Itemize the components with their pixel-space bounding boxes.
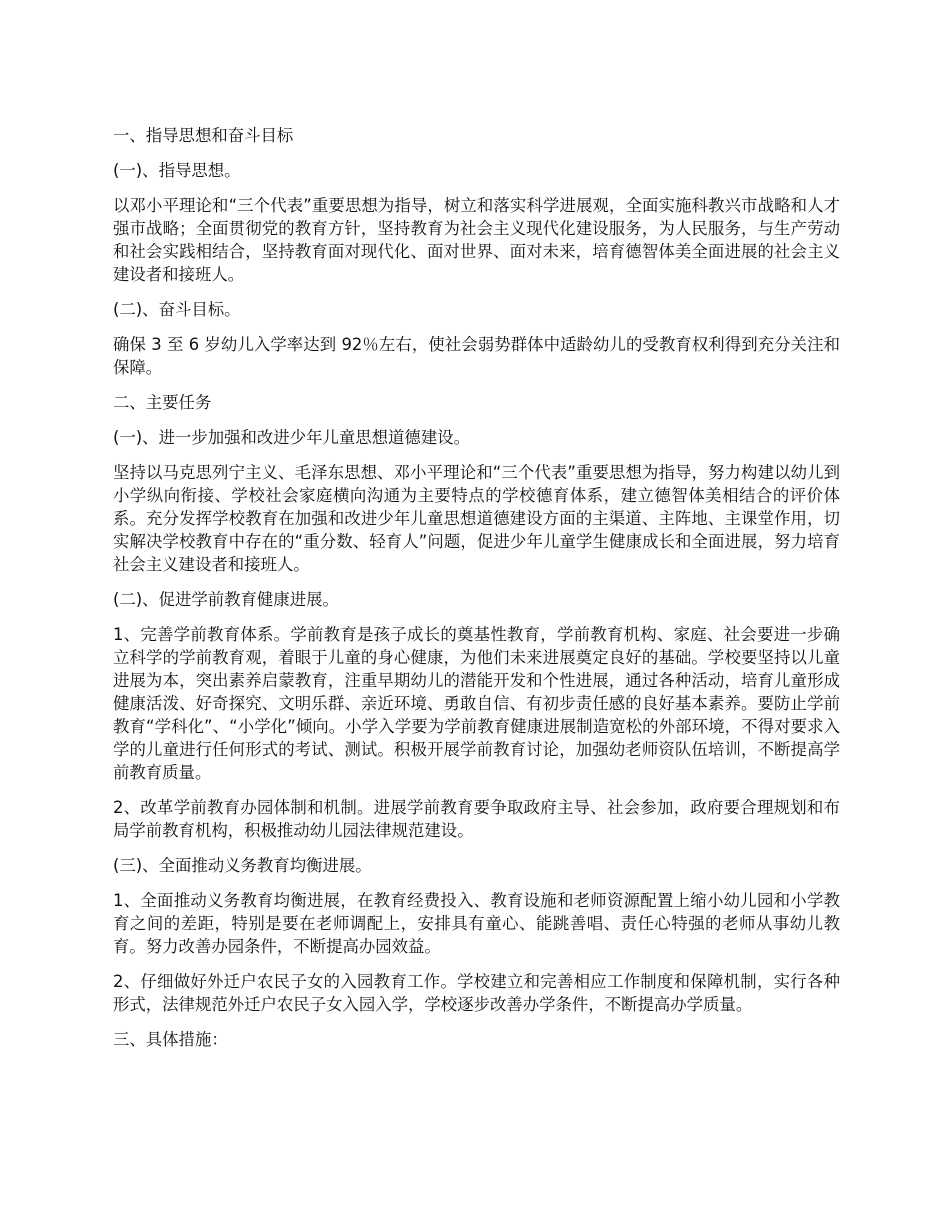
body-paragraph: 1、全面推动义务教育均衡进展，在教育经费投入、教育设施和老师资源配置上缩小幼儿园和小学教育之间的差距，特别是要在老师调配上，安排具有童心、能跳善唱、责任心特强的老师从事幼儿教育。努力改善办园条件，不断提高办园效益。 <box>113 891 840 956</box>
body-paragraph: 坚持以马克思列宁主义、毛泽东思想、邓小平理论和“三个代表”重要思想为指导，努力构建以幼儿到小学纵向衔接、学校社会家庭横向沟通为主要特点的学校德育体系，建立德智体美相结合的评价体系。充分发挥学校教育在加强和改进少年儿童思想道德建设方面的主渠道、主阵地、主课堂作用，切实解决学校教育中存在的“重分数、轻育人”问题，促进少年儿童学生健康成长和全面进展，努力培育社会主义建设者和接班人。 <box>113 463 840 574</box>
document-body <box>113 124 840 1063</box>
subsection-heading: (三)、全面推动义务教育均衡进展。 <box>113 856 372 875</box>
subsection-heading: (一)、进一步加强和改进少年儿童思想道德建设。 <box>113 428 470 447</box>
section-heading: 二、主要任务 <box>113 393 212 412</box>
body-paragraph: 确保 3 至 6 岁幼儿入学率达到 92％左右，使社会弱势群体中适龄幼儿的受教育权利得到充分关注和保障。 <box>113 335 840 377</box>
body-paragraph: 2、仔细做好外迁户农民子女的入园教育工作。学校建立和完善相应工作制度和保障机制，实行各种形式，法律规范外迁户农民子女入园入学，学校逐步改善办学条件，不断提高办学质量。 <box>113 972 840 1014</box>
subsection-heading: (二)、奋斗目标。 <box>113 300 241 319</box>
subsection-heading: (二)、促进学前教育健康进展。 <box>113 590 339 609</box>
section-heading: 一、指导思想和奋斗目标 <box>113 126 294 145</box>
body-paragraph: 1、完善学前教育体系。学前教育是孩子成长的奠基性教育，学前教育机构、家庭、社会要进一步确立科学的学前教育观，着眼于儿童的身心健康，为他们未来进展奠定良好的基础。学校要坚持以儿童进展为本，突出素养启蒙教育，注重早期幼儿的潜能开发和个性进展，通过各种活动，培育儿童形成健康活泼、好奇探究、文明乐群、亲近环境、勇敢自信、有初步责任感的良好基本素养。要防止学前教育“学科化”、“小学化”倾向。小学入学要为学前教育健康进展制造宽松的外部环境，不得对要求入学的儿童进行任何形式的考试、测试。积极开展学前教育讨论，加强幼老师资队伍培训，不断提高学前教育质量。 <box>113 625 840 782</box>
body-paragraph: 2、改革学前教育办园体制和机制。进展学前教育要争取政府主导、社会参加，政府要合理规划和布局学前教育机构，积极推动幼儿园法律规范建设。 <box>113 798 840 840</box>
subsection-heading: (一)、指导思想。 <box>113 161 241 180</box>
body-paragraph: 以邓小平理论和“三个代表”重要思想为指导，树立和落实科学进展观，全面实施科教兴市战略和人才强市战略；全面贯彻党的教育方针，坚持教育为社会主义现代化建设服务，为人民服务，与生产劳动和社会实践相结合，坚持教育面对现代化、面对世界、面对未来，培育德智体美全面进展的社会主义建设者和接班人。 <box>113 196 840 284</box>
section-heading: 三、具体措施： <box>113 1030 228 1049</box>
